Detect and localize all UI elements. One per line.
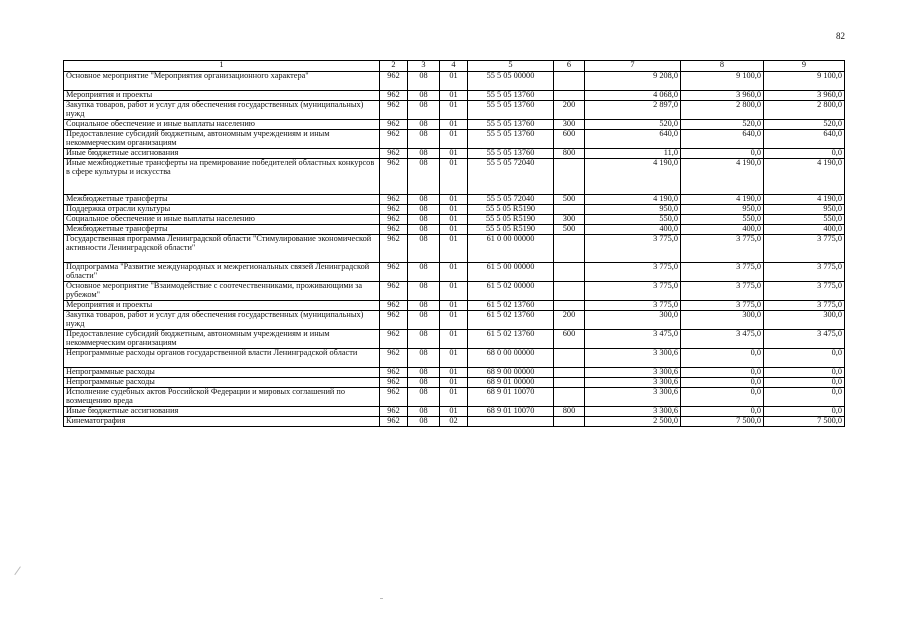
row-section: 08 bbox=[408, 159, 440, 195]
row-subsection: 01 bbox=[440, 301, 468, 311]
row-ministry-code: 962 bbox=[380, 205, 408, 215]
row-subsection: 01 bbox=[440, 349, 468, 368]
row-subsection: 01 bbox=[440, 72, 468, 91]
row-subsection: 01 bbox=[440, 378, 468, 388]
row-ministry-code: 962 bbox=[380, 195, 408, 205]
row-subsection: 01 bbox=[440, 215, 468, 225]
row-amount-col9: 640,0 bbox=[764, 130, 845, 149]
row-ministry-code: 962 bbox=[380, 149, 408, 159]
row-section: 08 bbox=[408, 378, 440, 388]
row-amount-col8: 3 775,0 bbox=[681, 282, 764, 301]
row-ministry-code: 962 bbox=[380, 301, 408, 311]
page-number: 82 bbox=[836, 31, 845, 41]
header-cell: 5 bbox=[468, 61, 554, 72]
row-section: 08 bbox=[408, 349, 440, 368]
header-row bbox=[64, 61, 845, 72]
row-section: 08 bbox=[408, 215, 440, 225]
row-target-code: 55 5 05 13760 bbox=[468, 149, 554, 159]
row-subsection: 01 bbox=[440, 120, 468, 130]
row-description: Закупка товаров, работ и услуг для обеспечения государственных (муниципальных) нужд bbox=[64, 101, 380, 120]
row-amount-col7: 2 897,0 bbox=[585, 101, 681, 120]
row-section: 08 bbox=[408, 282, 440, 301]
row-amount-col9: 0,0 bbox=[764, 407, 845, 417]
row-target-code: 68 9 00 00000 bbox=[468, 368, 554, 378]
row-amount-col8: 4 190,0 bbox=[681, 195, 764, 205]
row-ministry-code: 962 bbox=[380, 159, 408, 195]
row-expense-type bbox=[554, 368, 585, 378]
row-ministry-code: 962 bbox=[380, 311, 408, 330]
row-description: Подпрограмма "Развитие международных и межрегиональных связей Ленинградской области" bbox=[64, 263, 380, 282]
row-amount-col7: 4 068,0 bbox=[585, 91, 681, 101]
row-target-code: 55 5 05 R5190 bbox=[468, 215, 554, 225]
row-ministry-code: 962 bbox=[380, 282, 408, 301]
row-target-code: 61 5 02 00000 bbox=[468, 282, 554, 301]
row-ministry-code: 962 bbox=[380, 417, 408, 427]
row-target-code: 55 5 05 13760 bbox=[468, 130, 554, 149]
row-amount-col9: 550,0 bbox=[764, 215, 845, 225]
row-target-code: 55 5 05 13760 bbox=[468, 120, 554, 130]
row-amount-col9: 4 190,0 bbox=[764, 159, 845, 195]
row-description: Непрограммные расходы bbox=[64, 368, 380, 378]
row-target-code: 61 5 02 13760 bbox=[468, 301, 554, 311]
table-row bbox=[64, 205, 845, 215]
row-section: 08 bbox=[408, 149, 440, 159]
row-description: Поддержка отрасли культуры bbox=[64, 205, 380, 215]
row-description: Социальное обеспечение и иные выплаты населению bbox=[64, 120, 380, 130]
row-amount-col9: 0,0 bbox=[764, 368, 845, 378]
table-row bbox=[64, 225, 845, 235]
row-expense-type: 200 bbox=[554, 311, 585, 330]
table-body bbox=[64, 61, 845, 427]
row-subsection: 02 bbox=[440, 417, 468, 427]
row-target-code: 68 0 00 00000 bbox=[468, 349, 554, 368]
row-amount-col7: 950,0 bbox=[585, 205, 681, 215]
row-amount-col9: 3 775,0 bbox=[764, 301, 845, 311]
row-amount-col9: 950,0 bbox=[764, 205, 845, 215]
row-ministry-code: 962 bbox=[380, 388, 408, 407]
row-expense-type: 200 bbox=[554, 101, 585, 120]
header-cell: 9 bbox=[764, 61, 845, 72]
row-section: 08 bbox=[408, 388, 440, 407]
table-row bbox=[64, 130, 845, 149]
row-amount-col7: 3 775,0 bbox=[585, 263, 681, 282]
row-description: Иные межбюджетные трансферты на премирование победителей областных конкурсов в сфере культуры и искусства bbox=[64, 159, 380, 195]
row-amount-col8: 4 190,0 bbox=[681, 159, 764, 195]
row-subsection: 01 bbox=[440, 205, 468, 215]
row-target-code: 55 5 05 72040 bbox=[468, 159, 554, 195]
row-target-code: 61 5 00 00000 bbox=[468, 263, 554, 282]
row-amount-col9: 3 475,0 bbox=[764, 330, 845, 349]
row-description: Предоставление субсидий бюджетным, автономным учреждениям и иным некоммерческим организациям bbox=[64, 330, 380, 349]
row-section: 08 bbox=[408, 130, 440, 149]
row-amount-col8: 950,0 bbox=[681, 205, 764, 215]
row-amount-col7: 3 300,6 bbox=[585, 407, 681, 417]
row-amount-col7: 400,0 bbox=[585, 225, 681, 235]
row-expense-type bbox=[554, 282, 585, 301]
table-row bbox=[64, 282, 845, 301]
row-amount-col8: 0,0 bbox=[681, 368, 764, 378]
row-amount-col9: 400,0 bbox=[764, 225, 845, 235]
row-description: Основное мероприятие "Мероприятия организационного характера" bbox=[64, 72, 380, 91]
table-row bbox=[64, 330, 845, 349]
row-amount-col7: 3 775,0 bbox=[585, 301, 681, 311]
row-amount-col8: 3 775,0 bbox=[681, 301, 764, 311]
row-description: Иные бюджетные ассигнования bbox=[64, 149, 380, 159]
row-amount-col7: 520,0 bbox=[585, 120, 681, 130]
row-section: 08 bbox=[408, 301, 440, 311]
table-row bbox=[64, 368, 845, 378]
row-target-code: 55 5 05 R5190 bbox=[468, 205, 554, 215]
row-description: Мероприятия и проекты bbox=[64, 301, 380, 311]
row-ministry-code: 962 bbox=[380, 368, 408, 378]
row-description: Кинематография bbox=[64, 417, 380, 427]
row-subsection: 01 bbox=[440, 195, 468, 205]
row-amount-col8: 3 775,0 bbox=[681, 263, 764, 282]
table-row bbox=[64, 72, 845, 91]
row-amount-col8: 2 800,0 bbox=[681, 101, 764, 120]
row-amount-col8: 3 775,0 bbox=[681, 235, 764, 263]
header-cell: 2 bbox=[380, 61, 408, 72]
row-ministry-code: 962 bbox=[380, 330, 408, 349]
row-description: Межбюджетные трансферты bbox=[64, 225, 380, 235]
table-row bbox=[64, 378, 845, 388]
row-amount-col9: 3 960,0 bbox=[764, 91, 845, 101]
row-target-code: 68 9 01 10070 bbox=[468, 407, 554, 417]
table-row bbox=[64, 263, 845, 282]
row-subsection: 01 bbox=[440, 330, 468, 349]
row-description: Мероприятия и проекты bbox=[64, 91, 380, 101]
table-row bbox=[64, 215, 845, 225]
row-target-code: 61 0 00 00000 bbox=[468, 235, 554, 263]
row-subsection: 01 bbox=[440, 130, 468, 149]
row-expense-type: 600 bbox=[554, 130, 585, 149]
row-amount-col9: 3 775,0 bbox=[764, 263, 845, 282]
row-description: Государственная программа Ленинградской области "Стимулирование экономической активности Ленинградской области" bbox=[64, 235, 380, 263]
row-ministry-code: 962 bbox=[380, 225, 408, 235]
row-amount-col8: 0,0 bbox=[681, 378, 764, 388]
table-row bbox=[64, 159, 845, 195]
row-section: 08 bbox=[408, 263, 440, 282]
row-amount-col8: 300,0 bbox=[681, 311, 764, 330]
row-ministry-code: 962 bbox=[380, 263, 408, 282]
row-section: 08 bbox=[408, 330, 440, 349]
row-amount-col7: 640,0 bbox=[585, 130, 681, 149]
row-amount-col9: 3 775,0 bbox=[764, 235, 845, 263]
header-cell: 1 bbox=[64, 61, 380, 72]
row-description: Межбюджетные трансферты bbox=[64, 195, 380, 205]
row-target-code: 55 5 05 13760 bbox=[468, 91, 554, 101]
row-section: 08 bbox=[408, 407, 440, 417]
row-ministry-code: 962 bbox=[380, 72, 408, 91]
row-expense-type bbox=[554, 263, 585, 282]
row-amount-col7: 3 775,0 bbox=[585, 235, 681, 263]
row-section: 08 bbox=[408, 235, 440, 263]
row-expense-type bbox=[554, 378, 585, 388]
row-expense-type bbox=[554, 72, 585, 91]
row-amount-col9: 0,0 bbox=[764, 149, 845, 159]
row-amount-col7: 3 475,0 bbox=[585, 330, 681, 349]
row-amount-col7: 4 190,0 bbox=[585, 195, 681, 205]
row-target-code: 61 5 02 13760 bbox=[468, 330, 554, 349]
row-description: Социальное обеспечение и иные выплаты населению bbox=[64, 215, 380, 225]
row-subsection: 01 bbox=[440, 263, 468, 282]
table-row bbox=[64, 195, 845, 205]
row-amount-col7: 3 300,6 bbox=[585, 368, 681, 378]
row-amount-col8: 640,0 bbox=[681, 130, 764, 149]
row-ministry-code: 962 bbox=[380, 235, 408, 263]
row-expense-type: 800 bbox=[554, 407, 585, 417]
row-amount-col9: 0,0 bbox=[764, 388, 845, 407]
row-expense-type: 800 bbox=[554, 149, 585, 159]
row-expense-type bbox=[554, 349, 585, 368]
row-description: Основное мероприятие "Взаимодействие с соотечественниками, проживающими за рубежом" bbox=[64, 282, 380, 301]
header-cell: 4 bbox=[440, 61, 468, 72]
row-expense-type bbox=[554, 417, 585, 427]
row-target-code: 55 5 05 13760 bbox=[468, 101, 554, 120]
row-section: 08 bbox=[408, 311, 440, 330]
row-target-code bbox=[468, 417, 554, 427]
row-expense-type bbox=[554, 205, 585, 215]
row-amount-col9: 300,0 bbox=[764, 311, 845, 330]
row-section: 08 bbox=[408, 120, 440, 130]
row-amount-col8: 400,0 bbox=[681, 225, 764, 235]
row-subsection: 01 bbox=[440, 368, 468, 378]
row-expense-type bbox=[554, 235, 585, 263]
row-section: 08 bbox=[408, 72, 440, 91]
row-expense-type bbox=[554, 388, 585, 407]
row-target-code: 55 5 05 72040 bbox=[468, 195, 554, 205]
row-amount-col9: 2 800,0 bbox=[764, 101, 845, 120]
table-row bbox=[64, 235, 845, 263]
row-target-code: 55 5 05 R5190 bbox=[468, 225, 554, 235]
header-cell: 8 bbox=[681, 61, 764, 72]
row-description: Непрограммные расходы bbox=[64, 378, 380, 388]
row-amount-col8: 9 100,0 bbox=[681, 72, 764, 91]
row-amount-col8: 0,0 bbox=[681, 349, 764, 368]
table-row bbox=[64, 407, 845, 417]
row-description: Иные бюджетные ассигнования bbox=[64, 407, 380, 417]
row-ministry-code: 962 bbox=[380, 91, 408, 101]
row-target-code: 68 9 01 00000 bbox=[468, 378, 554, 388]
row-amount-col7: 9 208,0 bbox=[585, 72, 681, 91]
row-subsection: 01 bbox=[440, 388, 468, 407]
row-amount-col7: 3 300,6 bbox=[585, 378, 681, 388]
row-amount-col9: 4 190,0 bbox=[764, 195, 845, 205]
row-description: Исполнение судебных актов Российской Федерации и мировых соглашений по возмещению вреда bbox=[64, 388, 380, 407]
row-amount-col9: 0,0 bbox=[764, 349, 845, 368]
row-expense-type: 300 bbox=[554, 215, 585, 225]
row-expense-type: 600 bbox=[554, 330, 585, 349]
row-amount-col7: 300,0 bbox=[585, 311, 681, 330]
row-amount-col7: 3 300,6 bbox=[585, 349, 681, 368]
scan-mark bbox=[14, 566, 21, 575]
table-row bbox=[64, 417, 845, 427]
row-target-code: 68 9 01 10070 bbox=[468, 388, 554, 407]
table-row bbox=[64, 311, 845, 330]
table-row bbox=[64, 349, 845, 368]
row-expense-type: 300 bbox=[554, 120, 585, 130]
row-subsection: 01 bbox=[440, 159, 468, 195]
row-description: Предоставление субсидий бюджетным, автономным учреждениям и иным некоммерческим организациям bbox=[64, 130, 380, 149]
row-section: 08 bbox=[408, 101, 440, 120]
row-amount-col9: 7 500,0 bbox=[764, 417, 845, 427]
row-expense-type: 500 bbox=[554, 225, 585, 235]
row-subsection: 01 bbox=[440, 282, 468, 301]
row-ministry-code: 962 bbox=[380, 120, 408, 130]
row-target-code: 55 5 05 00000 bbox=[468, 72, 554, 91]
row-subsection: 01 bbox=[440, 225, 468, 235]
row-amount-col8: 0,0 bbox=[681, 149, 764, 159]
row-ministry-code: 962 bbox=[380, 407, 408, 417]
table-row bbox=[64, 388, 845, 407]
row-subsection: 01 bbox=[440, 311, 468, 330]
row-amount-col7: 4 190,0 bbox=[585, 159, 681, 195]
row-ministry-code: 962 bbox=[380, 215, 408, 225]
header-cell: 3 bbox=[408, 61, 440, 72]
row-amount-col8: 3 475,0 bbox=[681, 330, 764, 349]
table-row bbox=[64, 91, 845, 101]
row-subsection: 01 bbox=[440, 91, 468, 101]
row-expense-type bbox=[554, 91, 585, 101]
row-amount-col8: 3 960,0 bbox=[681, 91, 764, 101]
row-subsection: 01 bbox=[440, 407, 468, 417]
scan-mark bbox=[380, 598, 383, 599]
row-ministry-code: 962 bbox=[380, 349, 408, 368]
row-amount-col8: 550,0 bbox=[681, 215, 764, 225]
row-amount-col9: 520,0 bbox=[764, 120, 845, 130]
row-expense-type bbox=[554, 159, 585, 195]
row-description: Непрограммные расходы органов государственной власти Ленинградской области bbox=[64, 349, 380, 368]
row-section: 08 bbox=[408, 225, 440, 235]
row-section: 08 bbox=[408, 91, 440, 101]
row-amount-col7: 3 300,6 bbox=[585, 388, 681, 407]
row-expense-type: 500 bbox=[554, 195, 585, 205]
row-amount-col7: 2 500,0 bbox=[585, 417, 681, 427]
row-amount-col8: 520,0 bbox=[681, 120, 764, 130]
header-cell: 6 bbox=[554, 61, 585, 72]
budget-table bbox=[63, 60, 845, 427]
table-row bbox=[64, 120, 845, 130]
row-section: 08 bbox=[408, 205, 440, 215]
row-subsection: 01 bbox=[440, 149, 468, 159]
row-amount-col8: 0,0 bbox=[681, 407, 764, 417]
row-ministry-code: 962 bbox=[380, 130, 408, 149]
table-row bbox=[64, 101, 845, 120]
row-amount-col8: 7 500,0 bbox=[681, 417, 764, 427]
row-target-code: 61 5 02 13760 bbox=[468, 311, 554, 330]
row-amount-col9: 0,0 bbox=[764, 378, 845, 388]
row-description: Закупка товаров, работ и услуг для обеспечения государственных (муниципальных) нужд bbox=[64, 311, 380, 330]
row-expense-type bbox=[554, 301, 585, 311]
row-subsection: 01 bbox=[440, 235, 468, 263]
row-amount-col7: 550,0 bbox=[585, 215, 681, 225]
table-row bbox=[64, 301, 845, 311]
row-amount-col7: 3 775,0 bbox=[585, 282, 681, 301]
row-section: 08 bbox=[408, 417, 440, 427]
table-row bbox=[64, 149, 845, 159]
row-ministry-code: 962 bbox=[380, 101, 408, 120]
row-section: 08 bbox=[408, 195, 440, 205]
row-amount-col8: 0,0 bbox=[681, 388, 764, 407]
row-amount-col7: 11,0 bbox=[585, 149, 681, 159]
row-subsection: 01 bbox=[440, 101, 468, 120]
row-amount-col9: 9 100,0 bbox=[764, 72, 845, 91]
row-section: 08 bbox=[408, 368, 440, 378]
row-amount-col9: 3 775,0 bbox=[764, 282, 845, 301]
header-cell: 7 bbox=[585, 61, 681, 72]
row-ministry-code: 962 bbox=[380, 378, 408, 388]
